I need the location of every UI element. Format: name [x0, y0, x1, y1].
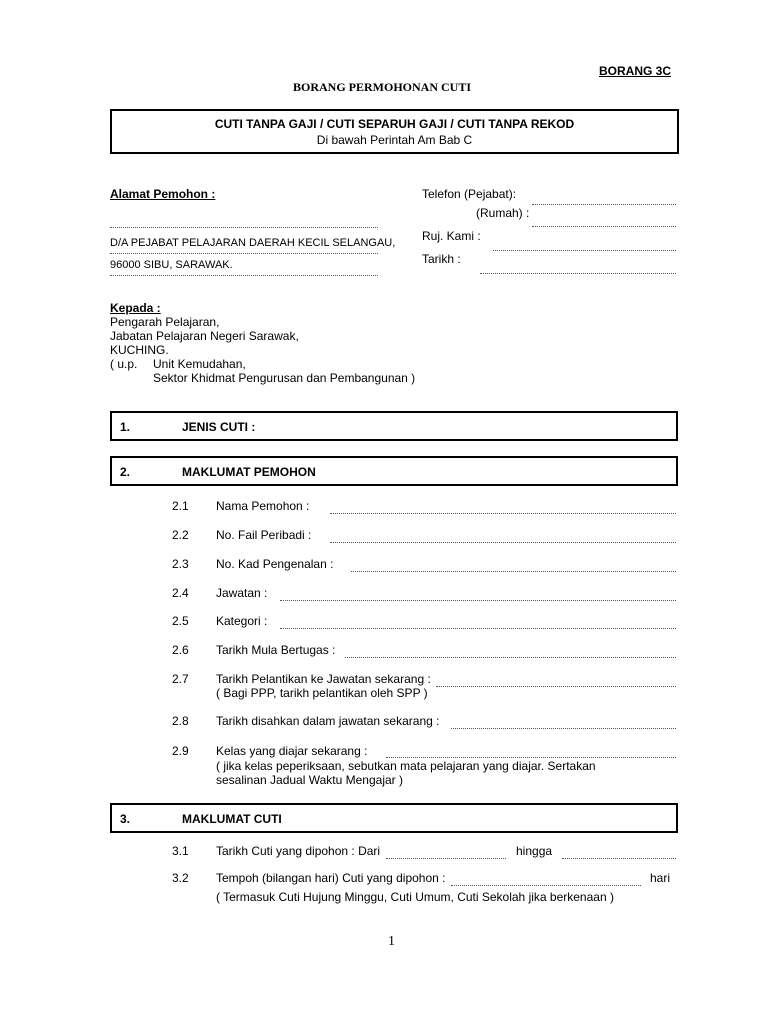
address-line-2[interactable] [110, 275, 378, 276]
header-box-line2: Di bawah Perintah Am Bab C [316, 133, 473, 147]
jawatan-field[interactable] [280, 600, 676, 601]
header-box-line1: CUTI TANPA GAJI / CUTI SEPARUH GAJI / CUTI TANPA REKOD [214, 117, 575, 131]
item-2-5-number: 2.5 [172, 614, 189, 628]
recipient-line3: KUCHING. [110, 343, 169, 357]
tarikh-mula-bertugas-field[interactable] [345, 657, 676, 658]
recipient-line1: Pengarah Pelajaran, [110, 315, 220, 329]
address-line2: 96000 SIBU, SARAWAK. [110, 259, 233, 271]
kategori-field[interactable] [280, 628, 676, 629]
section-2-title: MAKLUMAT PEMOHON [182, 465, 316, 479]
item-2-4-label: Jawatan : [216, 586, 268, 600]
section-1-title: JENIS CUTI : [182, 420, 256, 434]
item-2-7-note: ( Bagi PPP, tarikh pelantikan oleh SPP ) [216, 686, 428, 700]
address-line-1[interactable] [110, 253, 378, 254]
section-2-number: 2. [120, 465, 131, 479]
recipient-label: Kepada : [110, 301, 161, 315]
section-jenis-cuti [110, 411, 678, 441]
recipient-line2: Jabatan Pelajaran Negeri Sarawak, [110, 329, 299, 343]
ref-label: Ruj. Kami : [422, 229, 481, 243]
section-3-number: 3. [120, 812, 131, 826]
nama-pemohon-field[interactable] [330, 513, 676, 514]
header-box [110, 109, 679, 154]
section-maklumat-pemohon [110, 456, 678, 486]
item-2-3-label: No. Kad Pengenalan : [216, 557, 334, 571]
item-3-1-number: 3.1 [172, 844, 189, 858]
form-code: BORANG 3C [599, 64, 672, 78]
item-3-2-suffix: hari [650, 871, 671, 885]
tel-office-label: Telefon (Pejabat): [422, 187, 517, 201]
item-2-7-number: 2.7 [172, 672, 189, 686]
address-line-0[interactable] [110, 227, 378, 228]
tel-home-field[interactable] [532, 226, 676, 227]
tarikh-disahkan-field[interactable] [451, 728, 676, 729]
tempoh-cuti-field[interactable] [451, 885, 641, 886]
item-2-1-number: 2.1 [172, 499, 189, 513]
item-2-2-label: No. Fail Peribadi : [216, 528, 312, 542]
item-2-7-label: Tarikh Pelantikan ke Jawatan sekarang : [216, 672, 431, 686]
item-2-8-number: 2.8 [172, 714, 189, 728]
item-2-8-label: Tarikh disahkan dalam jawatan sekarang : [216, 714, 440, 728]
tarikh-pelantikan-field[interactable] [436, 686, 676, 687]
item-3-1-mid: hingga [516, 844, 553, 858]
tarikh-dari-field[interactable] [386, 858, 506, 859]
address-line1: D/A PEJABAT PELAJARAN DAERAH KECIL SELANGAU, [110, 237, 396, 249]
applicant-label: Alamat Pemohon : [110, 187, 216, 201]
date-label: Tarikh : [422, 252, 461, 266]
recipient-up-prefix: ( u.p. [110, 357, 138, 371]
tel-home-label: (Rumah) : [476, 206, 530, 220]
item-2-3-number: 2.3 [172, 557, 189, 571]
tarikh-hingga-field[interactable] [562, 858, 676, 859]
kelas-diajar-field[interactable] [386, 757, 676, 758]
recipient-up-line1: Unit Kemudahan, [153, 357, 246, 371]
item-3-1-label: Tarikh Cuti yang dipohon : Dari [216, 844, 381, 858]
no-fail-field[interactable] [330, 542, 676, 543]
section-3-title: MAKLUMAT CUTI [182, 812, 282, 826]
tel-office-field[interactable] [532, 204, 676, 205]
item-2-9-note1: ( jika kelas peperiksaan, sebutkan mata pelajaran yang diajar. Sertakan [216, 759, 596, 773]
date-field[interactable] [480, 273, 676, 274]
form-title: BORANG PERMOHONAN CUTI [293, 80, 472, 94]
item-2-4-number: 2.4 [172, 586, 189, 600]
item-2-6-label: Tarikh Mula Bertugas : [216, 643, 336, 657]
item-2-9-note2: sesalinan Jadual Waktu Mengajar ) [216, 773, 403, 787]
item-3-2-note: ( Termasuk Cuti Hujung Minggu, Cuti Umum, Cuti Sekolah jika berkenaan ) [216, 890, 614, 904]
no-kad-pengenalan-field[interactable] [351, 571, 676, 572]
item-2-9-label: Kelas yang diajar sekarang : [216, 744, 368, 758]
item-3-2-number: 3.2 [172, 871, 189, 885]
item-3-2-label: Tempoh (bilangan hari) Cuti yang dipohon : [216, 871, 446, 885]
item-2-5-label: Kategori : [216, 614, 268, 628]
page-number: 1 [388, 934, 395, 949]
item-2-6-number: 2.6 [172, 643, 189, 657]
recipient-up-line2: Sektor Khidmat Pengurusan dan Pembangunan ) [153, 371, 416, 385]
section-maklumat-cuti [110, 803, 678, 833]
ref-field[interactable] [493, 250, 676, 251]
item-2-2-number: 2.2 [172, 528, 189, 542]
item-2-1-label: Nama Pemohon : [216, 499, 310, 513]
section-1-number: 1. [120, 420, 131, 434]
item-2-9-number: 2.9 [172, 744, 189, 758]
